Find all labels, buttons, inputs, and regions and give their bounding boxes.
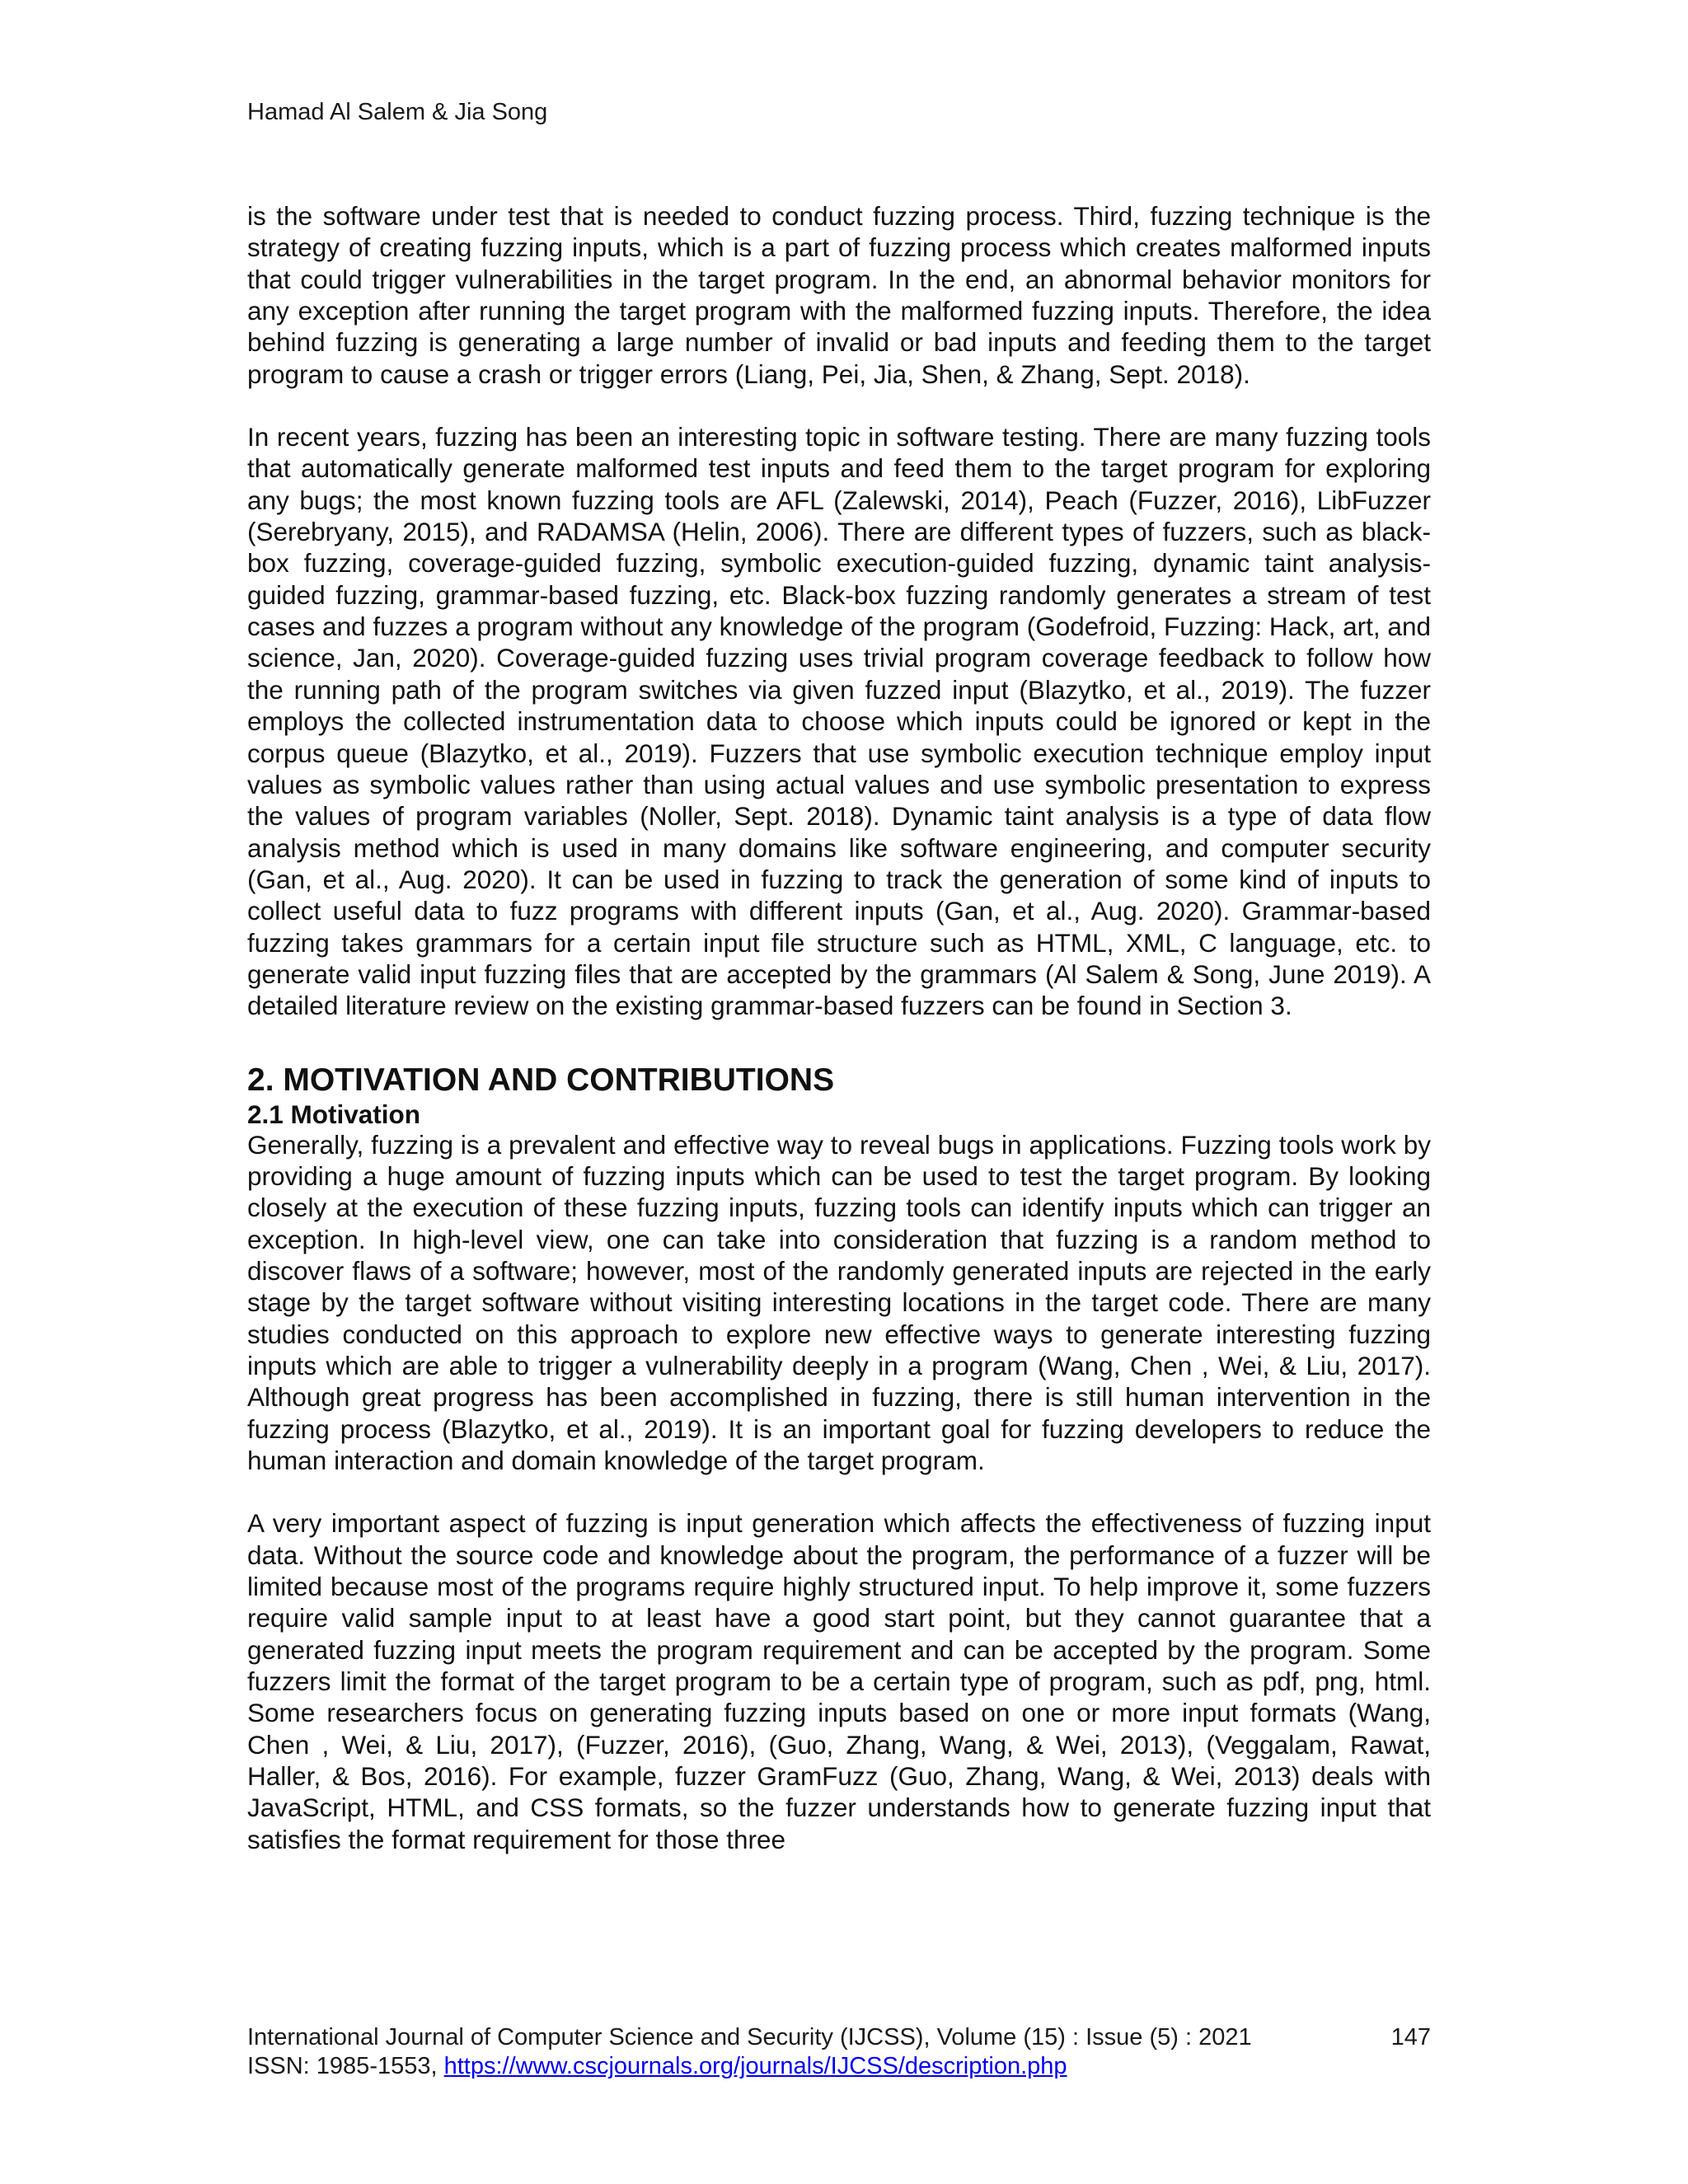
footer-journal-row [247, 2023, 1431, 2052]
body-paragraph-2: In recent years, fuzzing has been an interesting topic in software testing. There are many fuzzing tools that automatically generate malformed test inputs and feed them to the target program for exploring any bugs; the most known fuzzing tools are AFL (Zalewski, 2014), Peach (Fuzzer, 2016), LibFuzzer (Serebryany, 2015), and RADAMSA (Helin, 2006). There are different types of fuzzers, such as black-box fuzzing, coverage-guided fuzzing, symbolic execution-guided fuzzing, dynamic taint analysis-guided fuzzing, grammar-based fuzzing, etc. Black-box fuzzing randomly generates a stream of test cases and fuzzes a program without any knowledge of the program (Godefroid, Fuzzing: Hack, art, and science, Jan, 2020). Coverage-guided fuzzing uses trivial program coverage feedback to follow how the running path of the program switches via given fuzzed input (Blazytko, et al., 2019). The fuzzer employs the collected instrumentation data to choose which inputs could be ignored or kept in the corpus queue (Blazytko, et al., 2019). Fuzzers that use symbolic execution technique employ input values as symbolic values rather than using actual values and use symbolic presentation to express the values of program variables (Noller, Sept. 2018). Dynamic taint analysis is a type of data flow analysis method which is used in many domains like software engineering, and computer security (Gan, et al., Aug. 2020). It can be used in fuzzing to track the generation of some kind of inputs to collect useful data to fuzz programs with different inputs (Gan, et al., Aug. 2020). Grammar-based fuzzing takes grammars for a certain input file structure such as HTML, XML, C language, etc. to generate valid input fuzzing files that are accepted by the grammars (Al Salem & Song, June 2019). A detailed literature review on the existing grammar-based fuzzers can be found in Section 3. [247, 422, 1431, 1021]
body-paragraph-1: is the software under test that is needed to conduct fuzzing process. Third, fuzzing technique is the strategy of creating fuzzing inputs, which is a part of fuzzing process which creates malformed inputs that could trigger vulnerabilities in the target program. In the end, an abnormal behavior monitors for any exception after running the target program with the malformed fuzzing inputs. Therefore, the idea behind fuzzing is generating a large number of invalid or bad inputs and feeding them to the target program to cause a crash or trigger errors (Liang, Pei, Jia, Shen, & Zhang, Sept. 2018). [247, 201, 1431, 389]
footer-issn: ISSN: 1985-1553, [247, 2053, 444, 2079]
page-footer [247, 2023, 1431, 2081]
body-paragraph-4: A very important aspect of fuzzing is input generation which affects the effectiveness of fuzzing input data. Without the source code and knowledge about the program, the performance of a fuzzer will be limited because most of the programs require highly structured input. To help improve it, some fuzzers require valid sample input to at least have a good start point, but they cannot guarantee that a generated fuzzing input meets the program requirement and can be accepted by the program. Some fuzzers limit the format of the target program to be a certain type of program, such as pdf, png, html. Some researchers focus on generating fuzzing inputs based on one or more input formats (Wang, Chen , Wei, & Liu, 2017), (Fuzzer, 2016), (Guo, Zhang, Wang, & Wei, 2013), (Veggalam, Rawat, Haller, & Bos, 2016). For example, fuzzer GramFuzz (Guo, Zhang, Wang, & Wei, 2013) deals with JavaScript, HTML, and CSS formats, so the fuzzer understands how to generate fuzzing input that satisfies the format requirement for those three [247, 1508, 1431, 1854]
page-number: 147 [1390, 2024, 1431, 2050]
subsection-heading: 2.1 Motivation [247, 1099, 421, 1129]
footer-journal-citation: International Journal of Computer Science and Security (IJCSS), Volume (15) : Issue (5) : 2021 [247, 2024, 1252, 2050]
section-heading: 2. MOTIVATION AND CONTRIBUTIONS [247, 1062, 835, 1098]
footer-issn-row [247, 2052, 1431, 2081]
journal-link[interactable]: https://www.cscjournals.org/journals/IJCSS/description.php [443, 2053, 1067, 2079]
running-header-authors: Hamad Al Salem & Jia Song [247, 99, 548, 125]
article-body [247, 200, 1431, 1855]
body-paragraph-3: Generally, fuzzing is a prevalent and effective way to reveal bugs in applications. Fuzzing tools work by providing a huge amount of fuzzing inputs which can be used to test the target program. By looking closely at the execution of these fuzzing inputs, fuzzing tools can identify inputs which can trigger an exception. In high-level view, one can take into consideration that fuzzing is a random method to discover flaws of a software; however, most of the randomly generated inputs are rejected in the early stage by the target software without visiting interesting locations in the target code. There are many studies conducted on this approach to explore new effective ways to generate interesting fuzzing inputs which are able to trigger a vulnerability deeply in a program (Wang, Chen , Wei, & Liu, 2017). Although great progress has been accomplished in fuzzing, there is still human intervention in the fuzzing process (Blazytko, et al., 2019). It is an important goal for fuzzing developers to reduce the human interaction and domain knowledge of the target program. [247, 1129, 1431, 1476]
